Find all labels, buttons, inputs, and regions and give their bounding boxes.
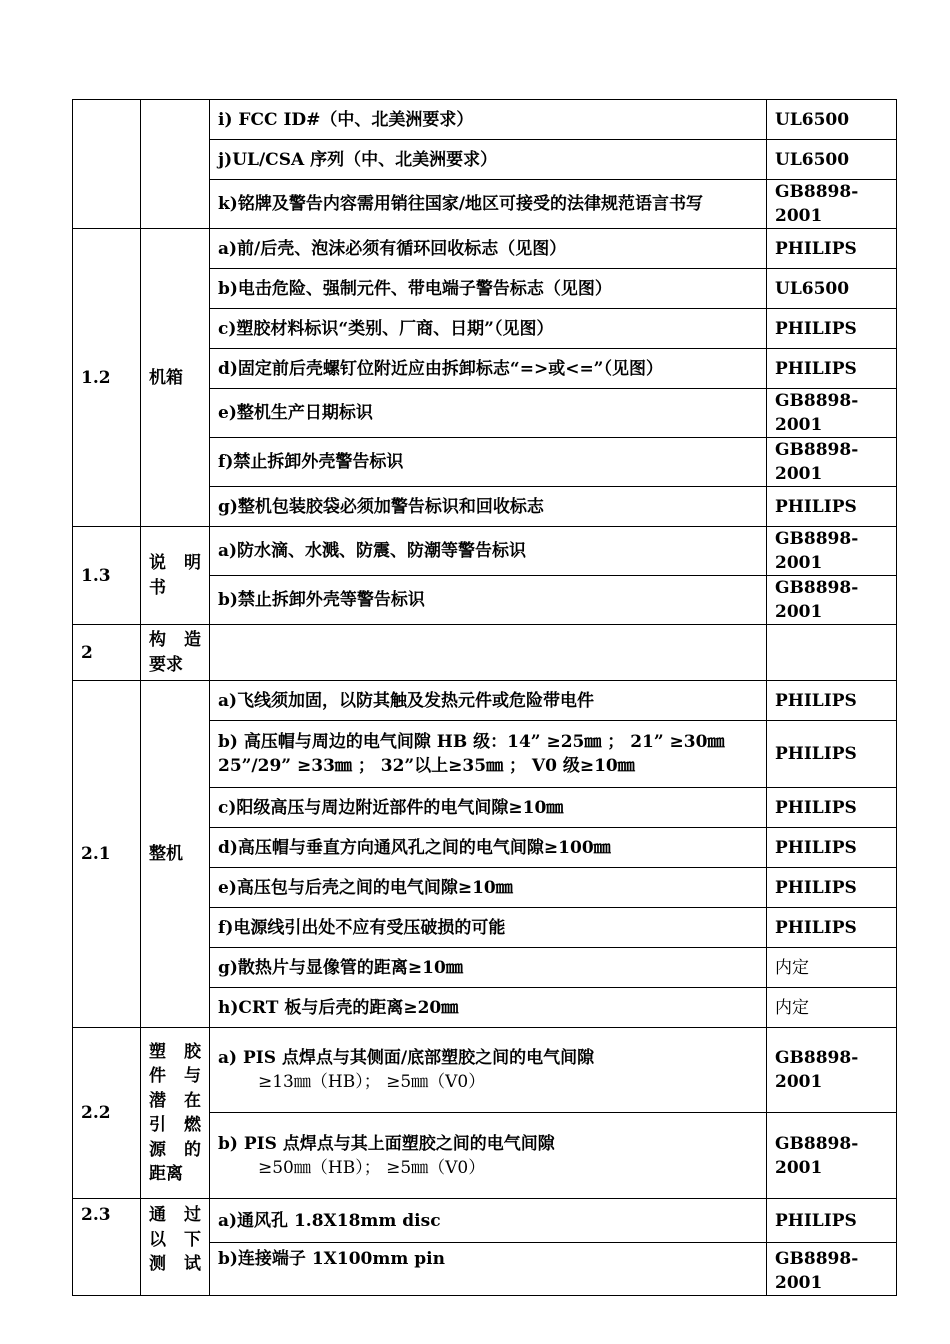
standard-ref: PHILIPS [767, 349, 897, 389]
requirement-text: a)飞线须加固，以防其触及发热元件或危险带电件 [210, 681, 767, 721]
standard-ref: PHILIPS [767, 868, 897, 908]
requirement-text: b)连接端子 1X100mm pin [210, 1243, 767, 1296]
standard-ref: GB8898-2001 [767, 438, 897, 487]
standard-ref: PHILIPS [767, 721, 897, 788]
requirement-line: 25”/29” ≥33㎜ ； 32”以上≥35㎜ ； V0 级≥10㎜ [218, 756, 635, 776]
requirement-text: d)高压帽与垂直方向通风孔之间的电气间隙≥100㎜ [210, 828, 767, 868]
standard-ref: PHILIPS [767, 788, 897, 828]
requirement-text: a)防水滴、水溅、防震、防潮等警告标识 [210, 527, 767, 576]
table-row [73, 1028, 897, 1113]
section-name [141, 625, 210, 681]
standard-ref: PHILIPS [767, 828, 897, 868]
standard-ref: PHILIPS [767, 309, 897, 349]
requirement-text: d)固定前后壳螺钉位附近应由拆卸标志“=>或<=”（见图） [210, 349, 767, 389]
requirement-text: b)禁止拆卸外壳等警告标识 [210, 576, 767, 625]
requirement-text: g)散热片与显像管的距离≥10㎜ [210, 948, 767, 988]
standard-ref: UL6500 [767, 140, 897, 180]
requirement-text: c)阳级高压与周边附近部件的电气间隙≥10㎜ [210, 788, 767, 828]
standard-ref: GB8898-2001 [767, 576, 897, 625]
section-name-line: 要求 [149, 654, 183, 675]
standard-ref: 内定 [767, 948, 897, 988]
requirement-text [210, 1113, 767, 1199]
section-number: 1.3 [73, 527, 141, 625]
standard-ref: PHILIPS [767, 681, 897, 721]
section-name [141, 1028, 210, 1199]
table-row [73, 625, 897, 681]
requirement-text: j)UL/CSA 序列（中、北美洲要求） [210, 140, 767, 180]
requirement-text [210, 721, 767, 788]
standard-ref: PHILIPS [767, 487, 897, 527]
requirement-text: f)电源线引出处不应有受压破损的可能 [210, 908, 767, 948]
requirement-text: c)塑胶材料标识“类别、厂商、日期”（见图） [210, 309, 767, 349]
section-name [141, 100, 210, 229]
section-name [141, 1199, 210, 1296]
standard-ref: GB8898-2001 [767, 1028, 897, 1113]
section-name-line: 件 与 [149, 1066, 201, 1087]
requirement-line: ≥50㎜（HB）； ≥5㎜（V0） [258, 1157, 486, 1178]
table-row [73, 527, 897, 576]
requirement-line: a) PIS 点焊点与其侧面/底部塑胶之间的电气间隙 [218, 1048, 595, 1068]
standard-ref: UL6500 [767, 100, 897, 140]
standard-ref: GB8898-2001 [767, 389, 897, 438]
requirement-text: e)高压包与后壳之间的电气间隙≥10㎜ [210, 868, 767, 908]
table-row [73, 1199, 897, 1243]
standard-ref: PHILIPS [767, 229, 897, 269]
section-name-line: 书 [149, 577, 166, 598]
requirement-text: k)铭牌及警告内容需用销往国家/地区可接受的法律规范语言书写 [210, 180, 767, 229]
requirement-text: i) FCC ID#（中、北美洲要求） [210, 100, 767, 140]
standard-ref: GB8898-2001 [767, 180, 897, 229]
section-name-line: 塑 胶 [149, 1041, 201, 1062]
section-name-line: 测 试 [149, 1254, 201, 1274]
table-row [73, 681, 897, 721]
standard-ref: GB8898-2001 [767, 1243, 897, 1296]
section-number: 2.3 [73, 1199, 141, 1296]
spec-table [72, 99, 897, 1296]
standard-ref: PHILIPS [767, 1199, 897, 1243]
requirement-line: b) PIS 点焊点与其上面塑胶之间的电气间隙 [218, 1133, 555, 1154]
table-row [73, 100, 897, 140]
standard-ref: 内定 [767, 988, 897, 1028]
requirement-text [210, 625, 767, 681]
requirement-text: b)电击危险、强制元件、带电端子警告标志（见图） [210, 269, 767, 309]
section-number: 2.1 [73, 681, 141, 1028]
section-name-line: 源 的 [149, 1139, 201, 1160]
requirement-line: b) 高压帽与周边的电气间隙 HB 级：14” ≥25㎜ ； 21” ≥30㎜ [218, 732, 725, 752]
requirement-text: e)整机生产日期标识 [210, 389, 767, 438]
standard-ref [767, 625, 897, 681]
section-name-line: 以 下 [149, 1229, 201, 1250]
section-number: 2.2 [73, 1028, 141, 1199]
section-name: 机箱 [141, 229, 210, 527]
standard-ref: GB8898-2001 [767, 527, 897, 576]
requirement-line: ≥13㎜（HB）； ≥5㎜（V0） [258, 1072, 486, 1092]
standard-ref: GB8898-2001 [767, 1113, 897, 1199]
section-number: 2 [73, 625, 141, 681]
section-name: 整机 [141, 681, 210, 1028]
section-number: 1.2 [73, 229, 141, 527]
requirement-text: f)禁止拆卸外壳警告标识 [210, 438, 767, 487]
section-name-line: 距离 [149, 1164, 183, 1185]
section-name-line: 构 造 [149, 630, 201, 651]
requirement-text: a)前/后壳、泡沫必须有循环回收标志（见图） [210, 229, 767, 269]
section-name [141, 527, 210, 625]
standard-ref: PHILIPS [767, 908, 897, 948]
requirement-text: a)通风孔 1.8X18mm disc [210, 1199, 767, 1243]
requirement-text: h)CRT 板与后壳的距离≥20㎜ [210, 988, 767, 1028]
standard-ref: UL6500 [767, 269, 897, 309]
section-number [73, 100, 141, 229]
section-name-line: 潜 在 [149, 1090, 201, 1111]
table-row [73, 229, 897, 269]
requirement-text: g)整机包装胶袋必须加警告标识和回收标志 [210, 487, 767, 527]
section-name-line: 引 燃 [149, 1115, 201, 1136]
section-name-line: 通 过 [149, 1205, 201, 1225]
requirement-text [210, 1028, 767, 1113]
section-name-line: 说 明 [149, 553, 201, 574]
